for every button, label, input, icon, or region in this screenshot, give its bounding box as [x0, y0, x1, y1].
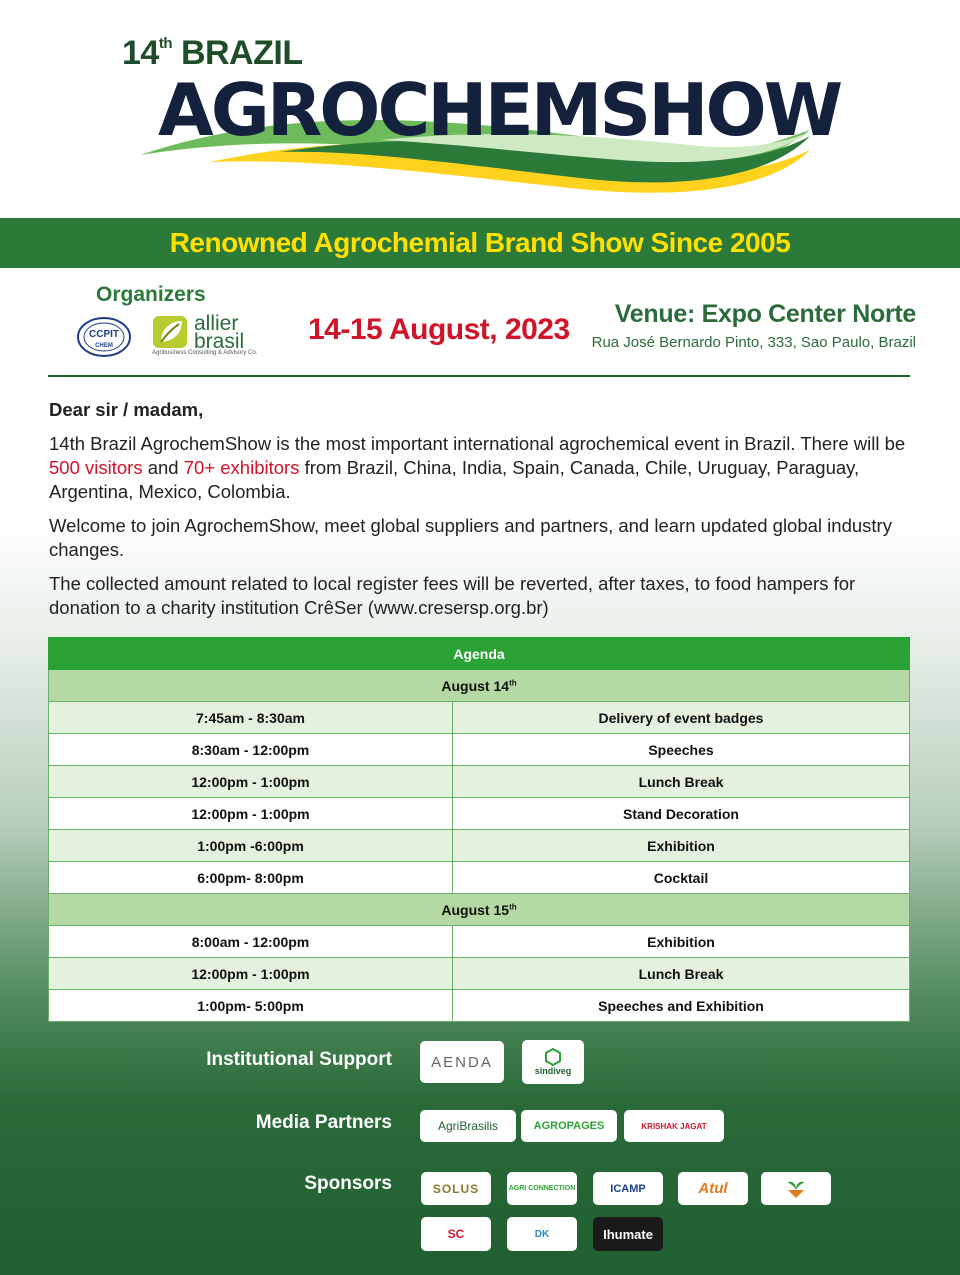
table-row: 12:00pm - 1:00pm Lunch Break: [49, 766, 910, 798]
svg-text:CHEM: CHEM: [95, 343, 113, 349]
paragraph-welcome: Welcome to join AgrochemShow, meet global suppliers and partners, and learn updated global industry changes.: [49, 515, 892, 560]
dk-logo: DK: [507, 1217, 577, 1251]
brand-title: AGROCHEMSHOW: [158, 68, 841, 152]
divider: [48, 375, 910, 377]
solus-logo: SOLUS: [421, 1172, 491, 1205]
event-venue: Venue: Expo Center Norte: [614, 300, 916, 328]
media-partners-label: Media Partners: [255, 1112, 392, 1133]
allier-name: allier brasil: [194, 312, 245, 353]
leaf-icon: [152, 315, 190, 349]
agenda-day-2: August 15th: [49, 894, 910, 926]
sponsors-label: Sponsors: [304, 1173, 392, 1194]
paragraph-charity: The collected amount related to local register fees will be reverted, after taxes, to food hampers for donation to a charity institution CrêSer (www.cresersp.org.br): [49, 573, 856, 618]
hexagon-icon: [544, 1048, 562, 1066]
table-row: 12:00pm - 1:00pm Stand Decoration: [49, 798, 910, 830]
sprout-icon: [785, 1178, 807, 1200]
icamp-logo: ICAMP: [593, 1172, 663, 1205]
table-row: 12:00pm - 1:00pm Lunch Break: [49, 958, 910, 990]
visitors-count: 500 visitors: [49, 457, 143, 478]
sindiveg-logo: sindiveg: [522, 1040, 584, 1084]
event-address: Rua José Bernardo Pinto, 333, Sao Paulo, Brazil: [591, 334, 916, 351]
table-row: 7:45am - 8:30am Delivery of event badges: [49, 702, 910, 734]
agribrasilis-logo: AgriBrasilis: [420, 1110, 516, 1142]
ccpit-chem-logo: [76, 316, 132, 358]
allier-brasil-logo: [150, 313, 260, 361]
agri-connection-logo: AGRI CONNECTION: [507, 1172, 577, 1205]
greeting: Dear sir / madam,: [49, 399, 204, 420]
sc-logo: SC: [421, 1217, 491, 1251]
allier-subtitle: Agribusiness Consulting & Advisory Co.: [152, 350, 258, 356]
table-row: 1:00pm- 5:00pm Speeches and Exhibition: [49, 990, 910, 1022]
tagline-band: [0, 218, 960, 268]
exhibitors-count: 70+ exhibitors: [183, 457, 300, 478]
organizers-label: Organizers: [96, 283, 206, 306]
krishak-jagat-logo: KRISHAK JAGAT: [624, 1110, 724, 1142]
agenda-title: Agenda: [49, 638, 910, 670]
atul-logo: Atul: [678, 1172, 748, 1205]
table-row: 8:30am - 12:00pm Speeches: [49, 734, 910, 766]
table-row: 8:00am - 12:00pm Exhibition: [49, 926, 910, 958]
paragraph-intro: 14th Brazil AgrochemShow is the most important international agrochemical event in Brazil. There will be 500 visitors and 70+ exhibitors from Brazil, China, India, Spain, Canada, Chile, Uruguay, Paraguay, Argentina, Mexico, Colombia.: [49, 433, 906, 502]
sprout-sponsor-logo: [761, 1172, 831, 1205]
table-row: 6:00pm- 8:00pm Cocktail: [49, 862, 910, 894]
svg-text:CCPIT: CCPIT: [89, 329, 119, 340]
aenda-logo: AENDA: [420, 1041, 504, 1083]
table-row: 1:00pm -6:00pm Exhibition: [49, 830, 910, 862]
header: [0, 0, 960, 218]
edition-title: 14th BRAZIL: [122, 34, 303, 72]
ihumate-logo: Ihumate: [593, 1217, 663, 1251]
invitation-letter: [49, 398, 909, 630]
agenda-table: [48, 637, 910, 1022]
tagline: Renowned Agrochemial Brand Show Since 2005: [169, 227, 791, 258]
institutional-support-label: Institutional Support: [206, 1049, 392, 1070]
agropages-logo: AGROPAGES: [521, 1110, 617, 1142]
agenda-day-1: August 14th: [49, 670, 910, 702]
event-date: 14-15 August, 2023: [308, 313, 570, 346]
